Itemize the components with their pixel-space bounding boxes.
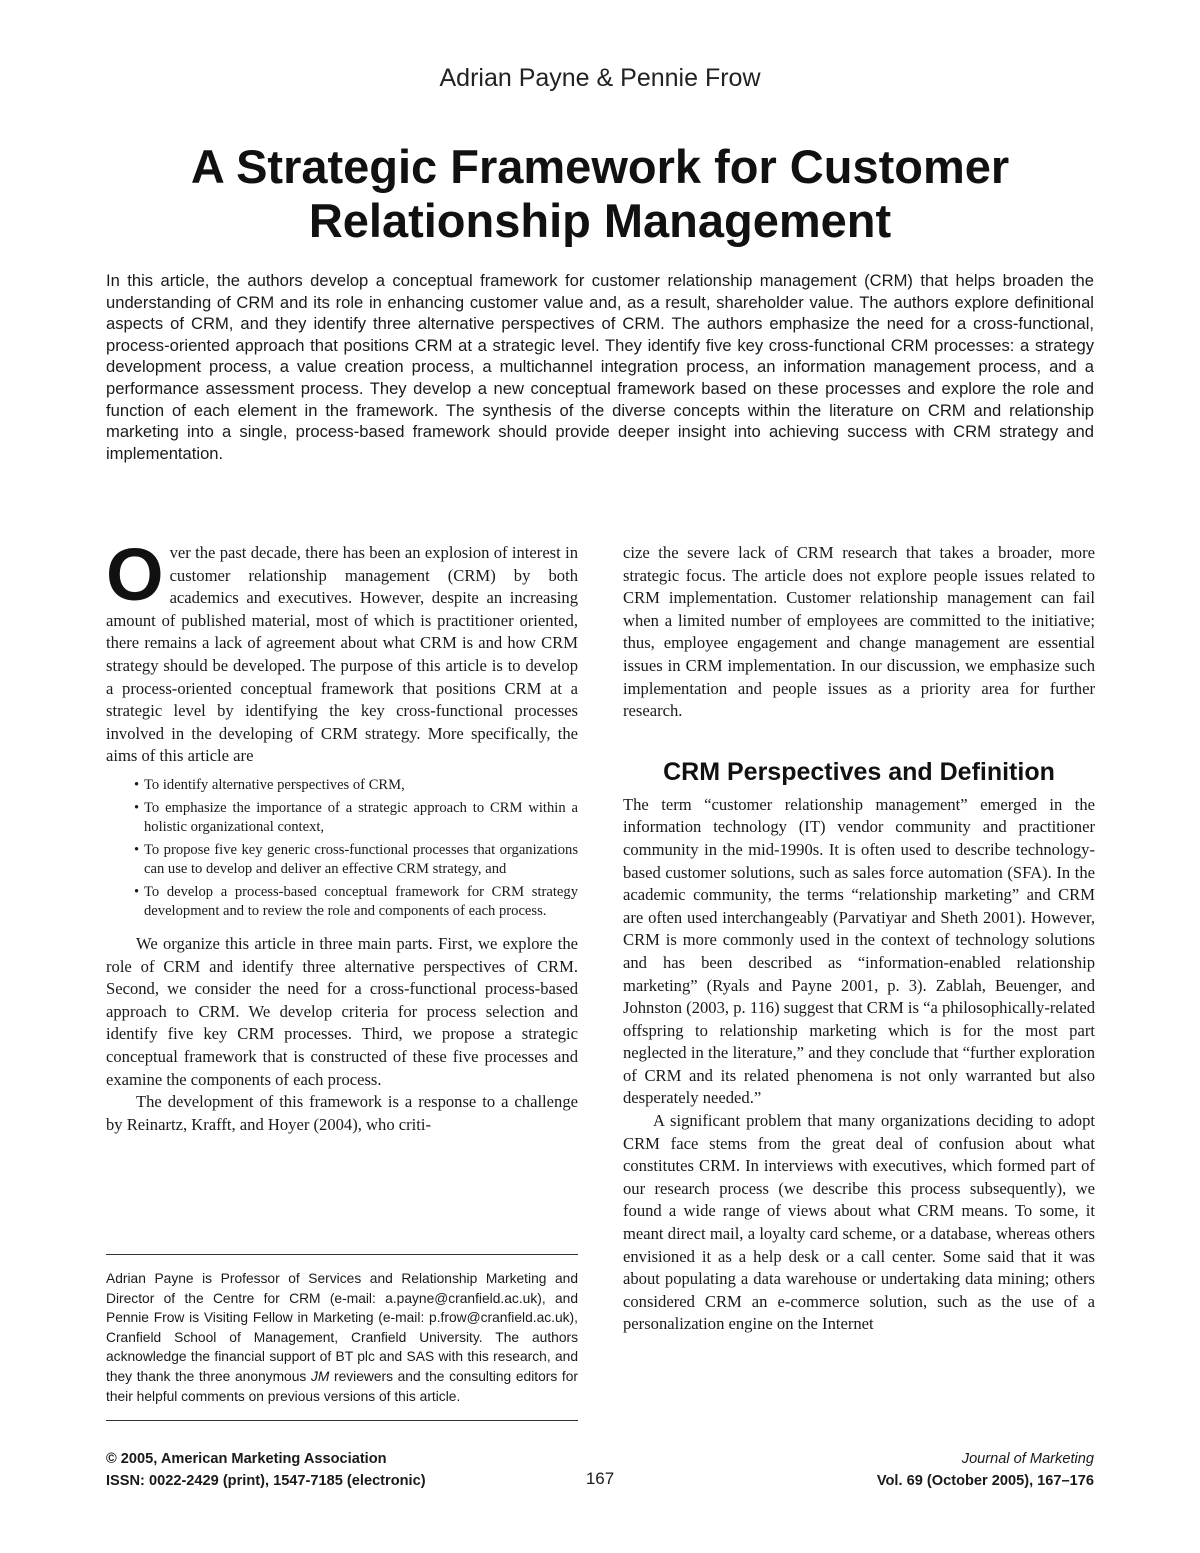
page-number: 167: [585, 1469, 615, 1488]
list-item: • To propose five key generic cross-functional processes that organizations can use to develop and deliver an effective CRM strategy, and: [134, 841, 578, 879]
issn: ISSN: 0022-2429 (print), 1547-7185 (electronic): [106, 1473, 426, 1489]
list-item: • To develop a process-based conceptual framework for CRM strategy development and to review the role and components of each process.: [134, 883, 578, 921]
author-footnote: [106, 1254, 578, 1421]
intro-paragraph: [106, 533, 578, 768]
body-column-left: [106, 533, 578, 1136]
intro-text: ver the past decade, there has been an explosion of interest in customer relationship management (CRM) by both academics and executives. However, despite an increasing amount of published material, most of which is practitioner oriented, there remains a lack of agreement about what CRM is and how CRM strategy should be developed. The purpose of this article is to develop a process-oriented conceptual framework that positions CRM at a strategic level by identifying the key cross-functional processes involved in the developing of CRM strategy. More specifically, the aims of this article are: [106, 543, 578, 766]
term-paragraph: The term “customer relationship management” emerged in the information technology (IT) vendor community and practitioner community in the mid-1990s. It is often used to describe technology-based customer solutions, such as sales force automation (SFA). In the academic community, the terms “relationship marketing” and CRM are often used interchangeably (Parvatiyar and Sheth 2001). However, CRM is more commonly used in the context of technology solutions and has been described as “information-enabled relationship marketing” (Ryals and Payne 2001, p. 3). Zablah, Beuenger, and Johnston (2003, p. 116) suggest that CRM is “a philosophically-related offspring to relationship marketing which is for the most part neglected in the literature,” and they conclude that “further exploration of CRM and its related phenomena is not only warranted but also desperately needed.”: [623, 794, 1095, 1108]
body-column-right: [623, 542, 1095, 1336]
problem-paragraph: A significant problem that many organizations deciding to adopt CRM face stems from the great deal of confusion about what constitutes CRM. In interviews with executives, which formed part of our research process (we describe this process subsequently), we found a wide range of views about what CRM means. To some, it meant direct mail, a loyalty card scheme, or a database, whereas others envisioned it as a help desk or a call center. Some said that it was about populating a data warehouse or undertaking data mining; others considered CRM an e-commerce solution, such as the use of a personalization engine on the Internet: [623, 1111, 1095, 1334]
footnote-text: [106, 1269, 578, 1406]
article-title: A Strategic Framework for Customer Relationship Management: [190, 140, 1010, 247]
drop-cap: O: [106, 533, 164, 616]
copyright: © 2005, American Marketing Association: [106, 1451, 387, 1467]
section-heading: CRM Perspectives and Definition: [663, 757, 1055, 786]
footer-right: [877, 1448, 1094, 1492]
volume-info: Vol. 69 (October 2005), 167–176: [876, 1473, 1094, 1489]
authors-line: Adrian Payne & Pennie Frow: [439, 64, 761, 92]
aims-list: [134, 776, 578, 921]
footnote-jm: JM: [310, 1368, 330, 1384]
footer-left: [106, 1448, 426, 1492]
development-paragraph: The development of this framework is a response to a challenge by Reinartz, Krafft, and Hoyer (2004), who criti-: [106, 1092, 578, 1134]
journal-name: Journal of Marketing: [961, 1451, 1094, 1467]
organize-paragraph: We organize this article in three main parts. First, we explore the role of CRM and identify three alternative perspectives of CRM. Second, we consider the need for a cross-functional process-based approach to CRM. We develop criteria for process selection and identify five key CRM processes. Third, we propose a strategic conceptual framework that is constructed of these five processes and examine the components of each process.: [106, 933, 578, 1089]
abstract: In this article, the authors develop a conceptual framework for customer relationship management (CRM) that helps broaden the understanding of CRM and its role in enhancing customer value and, as a result, shareholder value. The authors explore definitional aspects of CRM, and they identify three alternative perspectives of CRM. The authors emphasize the need for a cross-functional, process-oriented approach that positions CRM at a strategic level. They identify five key cross-functional CRM processes: a strategy development process, a value creation process, a multichannel integration process, an information management process, and a performance assessment process. They develop a new conceptual framework based on these processes and explore the role and function of each element in the framework. The synthesis of the diverse concepts within the literature on CRM and relationship marketing into a single, process-based framework should provide deeper insight into achieving success with CRM strategy and implementation.: [106, 271, 1094, 463]
footnote-part-2: reviewers and the consulting editors for their helpful comments on previous versions of this article.: [106, 1368, 578, 1404]
list-item: • To identify alternative perspectives of CRM,: [134, 776, 578, 795]
footnote-part-1: Adrian Payne is Professor of Services and Relationship Marketing and Director of the Centre for CRM (e-mail: a.payne@cranfield.ac.uk), and Pennie Frow is Visiting Fellow in Marketing (e-mail: p.frow@cranfield.ac.uk), Cranfield School of Management, Cranfield University. The authors acknowledge the financial support of BT plc and SAS with this research, and they thank the three anonymous: [106, 1271, 578, 1384]
continuation-paragraph: cize the severe lack of CRM research that takes a broader, more strategic focus. The article does not explore people issues related to CRM implementation. Customer relationship management can fail when a limited number of employees are committed to the initiative; thus, employee engagement and change management are essential issues in CRM implementation. In our discussion, we emphasize such implementation and people issues as a priority area for further research.: [623, 543, 1095, 721]
list-item: • To emphasize the importance of a strategic approach to CRM within a holistic organizational context,: [134, 799, 578, 837]
